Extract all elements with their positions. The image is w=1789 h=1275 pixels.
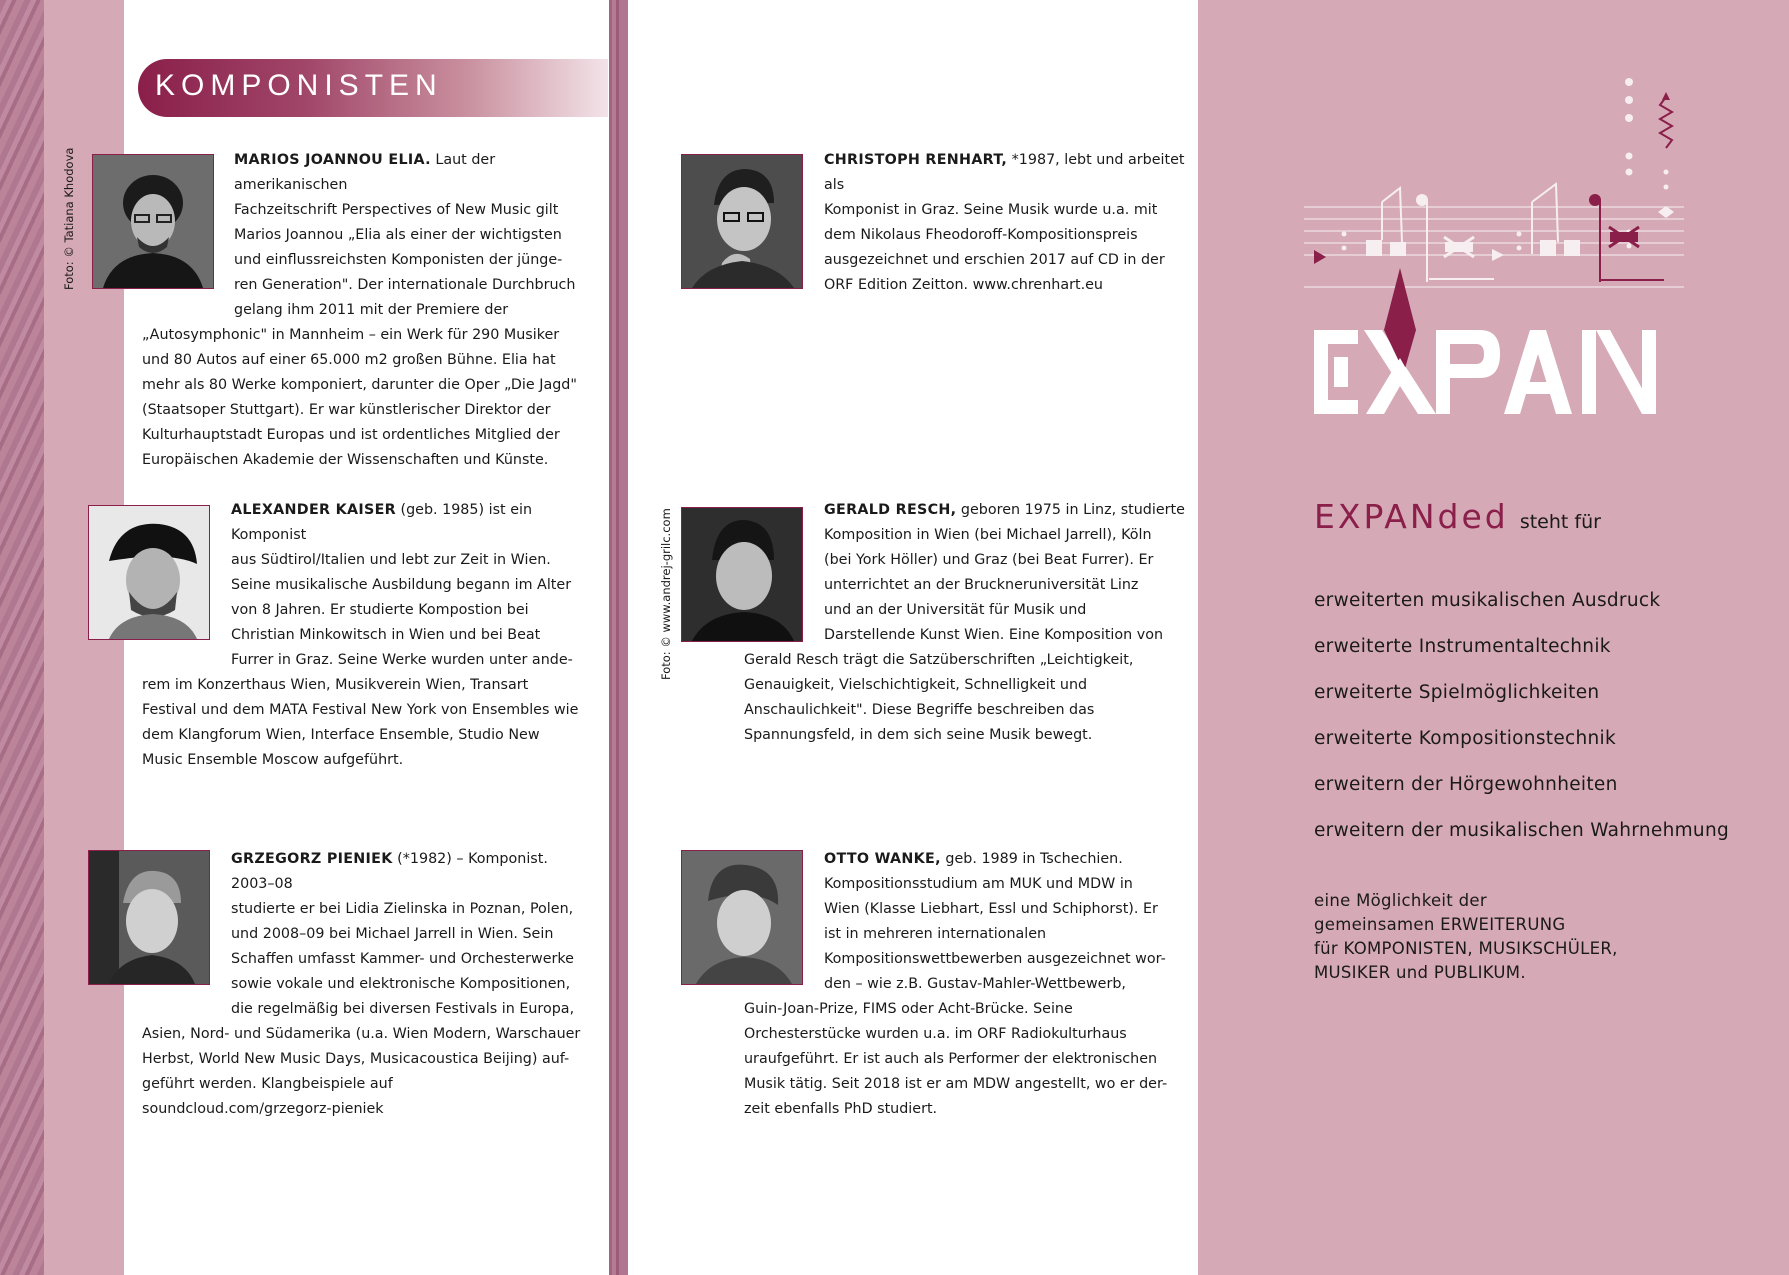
bio-line: den – wie z.B. Gustav-Mahler-Wettbewerb, — [824, 976, 1126, 992]
composer-name: GRZEGORZ PIENIEK — [231, 851, 393, 867]
bio-christoph-renhart — [744, 148, 1204, 298]
bio-line: Orchesterstücke wurden u.a. im ORF Radiokulturhaus — [744, 1026, 1127, 1042]
bio-line: und 2008–09 bei Michael Jarrell in Wien. Sein — [231, 926, 554, 942]
feature-item: erweiterten musikalischen Ausdruck — [1314, 590, 1661, 611]
bio-line: dem Klangforum Wien, Interface Ensemble, Studio New — [142, 727, 540, 743]
bio-line: Musik tätig. Seit 2018 ist er am MDW angestellt, wo er der- — [744, 1076, 1168, 1092]
bio-line: Europäischen Akademie der Wissenschaften und Künste. — [142, 452, 549, 468]
page-divider — [609, 0, 628, 1275]
composer-name: CHRISTOPH RENHART, — [824, 152, 1008, 168]
feature-item: erweiterte Kompositionstechnik — [1314, 728, 1616, 749]
bio-line: soundcloud.com/grzegorz-pieniek — [142, 1101, 384, 1117]
bio-line: Herbst, World New Music Days, Musicacoustica Beijing) auf- — [142, 1051, 570, 1067]
bio-line: Kompositionswettbewerben ausgezeichnet wor- — [824, 951, 1166, 967]
expanded-heading — [1314, 497, 1601, 536]
bio-line: Music Ensemble Moscow aufgeführt. — [142, 752, 404, 768]
expanded-subtext: steht für — [1519, 511, 1601, 533]
bio-indented-block — [744, 498, 1204, 648]
bio-line: ORF Edition Zeitton. www.chrenhart.eu — [824, 277, 1103, 293]
bio-indented-block — [142, 847, 592, 1022]
expan-logo — [1304, 72, 1684, 437]
bio-line: (*1982) – Komponist. 2003–08 — [231, 851, 548, 892]
composer-name: ALEXANDER KAISER — [231, 502, 396, 518]
photo-credit-left: Foto: © Tatiana Khodova — [62, 147, 76, 290]
bio-otto-wanke — [744, 847, 1204, 1122]
bio-line: und einflussreichsten Komponisten der jünge- — [234, 252, 563, 268]
bio-line: unterrichtet an der Brucknеruniversität Linz — [824, 577, 1139, 593]
bio-line: Asien, Nord- und Südamerika (u.a. Wien Modern, Warschauer — [142, 1026, 581, 1042]
bio-indented-block — [744, 148, 1204, 298]
bio-line: rem im Konzerthaus Wien, Musikverein Wien, Transart — [142, 677, 529, 693]
photo-credit-mid: Foto: © www.andrej-grilc.com — [659, 508, 673, 680]
bio-line: geboren 1975 in Linz, studierte — [956, 502, 1185, 518]
bio-indented-block — [142, 148, 592, 323]
feature-item: erweitern der Hörgewohnheiten — [1314, 774, 1618, 795]
feature-item: erweitern der musikalischen Wahrnehmung — [1314, 820, 1730, 841]
bio-line: von 8 Jahren. Er studierte Kompostion bei — [231, 602, 529, 618]
bio-line: Christian Minkowitsch in Wien und bei Beat — [231, 627, 541, 643]
bio-line: Wien (Klasse Liebhart, Essl und Schiphorst). Er — [824, 901, 1158, 917]
bio-line: gelang ihm 2011 mit der Premiere der — [234, 302, 509, 318]
bio-line: Seine musikalische Ausbildung begann im Alter — [231, 577, 572, 593]
closing-line: gemeinsamen ERWEITERUNG — [1314, 915, 1566, 934]
bio-line: sowie vokale und elektronische Kompositionen, — [231, 976, 571, 992]
bio-line: Gerald Resch trägt die Satzüberschriften „Leichtigkeit, — [744, 652, 1134, 668]
expanded-word: EXPANded — [1314, 497, 1509, 536]
bio-grzegorz-pieniek — [142, 847, 592, 1122]
bio-line: (Staatsoper Stuttgart). Er war künstlerischer Direktor der — [142, 402, 551, 418]
bio-line: Anschaulichkeit". Diese Begriffe beschreiben das — [744, 702, 1095, 718]
bio-line: Festival und dem MATA Festival New York von Ensembles wie — [142, 702, 579, 718]
closing-statement — [1314, 889, 1618, 985]
page-title: KOMPONISTEN — [155, 69, 443, 102]
bio-line: Darstellende Kunst Wien. Eine Komposition von — [824, 627, 1164, 643]
bio-line: zeit ebenfalls PhD studiert. — [744, 1101, 938, 1117]
bio-indented-block — [744, 847, 1204, 997]
bio-gerald-resch — [744, 498, 1204, 748]
bio-line: die regelmäßig bei diversen Festivals in Europa, — [231, 1001, 575, 1017]
bio-line: und 80 Autos auf einer 65.000 m2 großen Bühne. Elia hat — [142, 352, 556, 368]
bio-line: Marios Joannou „Elia als einer der wichtigsten — [234, 227, 562, 243]
left-texture-strip — [0, 0, 44, 1275]
bio-line: studierte er bei Lidia Zielinska in Poznan, Polen, — [231, 901, 574, 917]
composer-name: MARIOS JOANNOU ELIA. — [234, 152, 431, 168]
bio-line: Guin-Joan-Prize, FIMS oder Acht-Brücke. Seine — [744, 1001, 1073, 1017]
bio-line: Fachzeitschrift Perspectives of New Music gilt — [234, 202, 559, 218]
bio-line: ist in mehreren internationalen — [824, 926, 1047, 942]
bio-alexander-kaiser — [142, 498, 592, 773]
bio-indented-block — [142, 498, 592, 673]
bio-line: „Autosymphonic" in Mannheim – ein Werk für 290 Musiker — [142, 327, 560, 343]
bio-line: Kompositionsstudium am MUK und MDW in — [824, 876, 1133, 892]
bio-line: Komponist in Graz. Seine Musik wurde u.a. mit — [824, 202, 1158, 218]
feature-item: erweiterte Instrumentaltechnik — [1314, 636, 1611, 657]
bio-line: und an der Universität für Musik und — [824, 602, 1087, 618]
bio-line: Schaffen umfasst Kammer- und Orchesterwerke — [231, 951, 574, 967]
bio-line: (bei York Höller) und Graz (bei Beat Furrer). Er — [824, 552, 1154, 568]
closing-line: für KOMPONISTEN, MUSIKSCHÜLER, — [1314, 939, 1618, 958]
bio-line: dem Nikolaus Fheodoroff-Kompositionspreis — [824, 227, 1138, 243]
bio-line: uraufgeführt. Er ist auch als Performer der elektronischen — [744, 1051, 1158, 1067]
bio-line: *1987, lebt und arbeitet als — [824, 152, 1185, 193]
composer-name: OTTO WANKE, — [824, 851, 941, 867]
closing-line: eine Möglichkeit der — [1314, 891, 1487, 910]
bio-line: Genauigkeit, Vielschichtigkeit, Schnelligkeit und — [744, 677, 1088, 693]
bio-line: mehr als 80 Werke komponiert, darunter die Oper „Die Jagd" — [142, 377, 577, 393]
bio-line: aus Südtirol/Italien und lebt zur Zeit in Wien. — [231, 552, 551, 568]
composer-name: GERALD RESCH, — [824, 502, 957, 518]
feature-item: erweiterte Spielmöglichkeiten — [1314, 682, 1600, 703]
bio-line: ren Generation". Der internationale Durchbruch — [234, 277, 576, 293]
bio-line: geführt werden. Klangbeispiele auf — [142, 1076, 393, 1092]
bio-line: Spannungsfeld, in dem sich seine Musik bewegt. — [744, 727, 1093, 743]
bio-line: Komposition in Wien (bei Michael Jarrell), Köln — [824, 527, 1152, 543]
bio-line: Furrer in Graz. Seine Werke wurden unter ande- — [231, 652, 573, 668]
closing-line: MUSIKER und PUBLIKUM. — [1314, 963, 1526, 982]
bio-line: ausgezeichnet und erschien 2017 auf CD in der — [824, 252, 1165, 268]
bio-line: (geb. 1985) ist ein Komponist — [231, 502, 533, 543]
bio-line: Laut der amerikanischen — [234, 152, 496, 193]
bio-line: Kulturhauptstadt Europas und ist ordentliches Mitglied der — [142, 427, 560, 443]
bio-line: geb. 1989 in Tschechien. — [940, 851, 1123, 867]
bio-marios-joannou-elia — [142, 148, 592, 473]
